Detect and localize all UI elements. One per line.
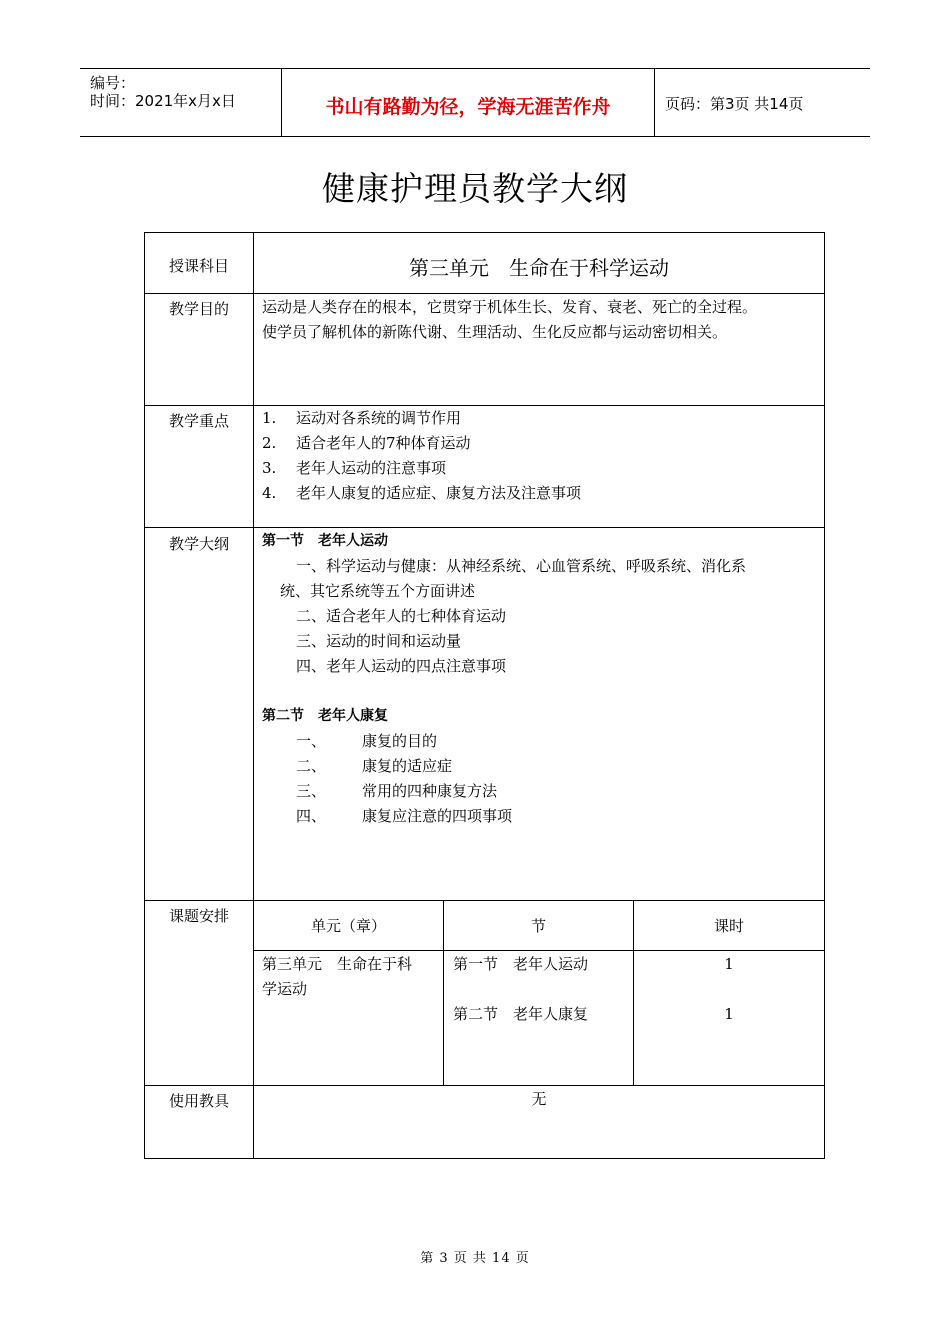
subject-value: 第三单元 生命在于科学运动 <box>409 256 669 280</box>
outline-item: 四、 康复应注意的四项事项 <box>296 807 513 825</box>
outline-item: 三、 常用的四种康复方法 <box>296 782 498 800</box>
subject-label: 授课科目 <box>168 257 229 275</box>
outline-line: 三、运动的时间和运动量 <box>296 632 462 650</box>
objective-label: 教学目的 <box>168 300 229 318</box>
row-divider <box>144 293 825 294</box>
list-item: 1. 运动对各系统的调节作用 <box>262 409 462 427</box>
section-title: 第一节 老年人运动 <box>262 533 388 549</box>
outline-line: 四、老年人运动的四点注意事项 <box>296 657 507 675</box>
list-item: 4. 老年人康复的适应症、康复方法及注意事项 <box>262 484 582 502</box>
hours-value: 1 <box>724 1005 734 1023</box>
list-item: 2. 适合老年人的7种体育运动 <box>262 434 471 452</box>
page-title: 健康护理员教学大纲 <box>322 169 628 208</box>
outline-item: 二、 康复的适应症 <box>296 757 453 775</box>
section-title: 第二节 老年人康复 <box>262 708 388 724</box>
schedule-unit-line: 第三单元 生命在于科 <box>262 955 413 973</box>
page-footer: 第 3 页 共 14 页 <box>420 1251 530 1266</box>
list-item: 3. 老年人运动的注意事项 <box>262 459 447 477</box>
row-divider <box>144 527 825 528</box>
outline-label: 教学大纲 <box>168 535 229 553</box>
key-points-label: 教学重点 <box>168 412 229 430</box>
outline-item: 一、 康复的目的 <box>296 732 438 750</box>
tools-label: 使用教具 <box>168 1092 229 1110</box>
hours-value: 1 <box>724 955 734 973</box>
table-border <box>824 232 825 1159</box>
schedule-hours-cell <box>634 952 824 1027</box>
outline-content <box>262 529 822 829</box>
table-row: 第一节 老年人运动 <box>453 955 589 973</box>
schedule-header-unit: 单元（章） <box>310 917 386 935</box>
key-points-list <box>262 406 822 506</box>
objective-line: 运动是人类存在的根本，它贯穿于机体生长、发育、衰老、死亡的全过程。 <box>262 298 758 316</box>
objective-text <box>262 295 822 345</box>
schedule-section-cell <box>453 952 633 1027</box>
header-divider <box>654 69 655 136</box>
table-border <box>144 1158 825 1159</box>
column-divider <box>253 232 254 1159</box>
table-border <box>144 232 145 1159</box>
outline-line: 二、适合老年人的七种体育运动 <box>296 607 507 625</box>
schedule-header-hours: 课时 <box>713 917 744 935</box>
row-divider <box>253 950 825 951</box>
outline-line: 一、科学运动与健康：从神经系统、心血管系统、呼吸系统、消化系 <box>296 557 747 575</box>
schedule-unit-cell <box>262 952 442 1002</box>
motto: 书山有路勤为径，学海无涯苦作舟 <box>325 96 611 118</box>
row-divider <box>144 1085 825 1086</box>
objective-line: 使学员了解机体的新陈代谢、生理活动、生化反应都与运动密切相关。 <box>262 323 728 341</box>
table-border <box>144 232 825 233</box>
tools-value: 无 <box>531 1090 547 1108</box>
schedule-unit-line: 学运动 <box>262 980 308 998</box>
date-text: 时间：2021年x月x日 <box>90 92 236 110</box>
schedule-label: 课题安排 <box>168 907 229 925</box>
page-info: 页码：第3页 共14页 <box>665 95 804 113</box>
outline-line: 统、其它系统等五个方面讲述 <box>280 582 476 600</box>
table-row: 第二节 老年人康复 <box>453 1005 589 1023</box>
row-divider <box>144 900 825 901</box>
schedule-header-section: 节 <box>530 917 546 935</box>
serial-label: 编号： <box>90 74 136 92</box>
